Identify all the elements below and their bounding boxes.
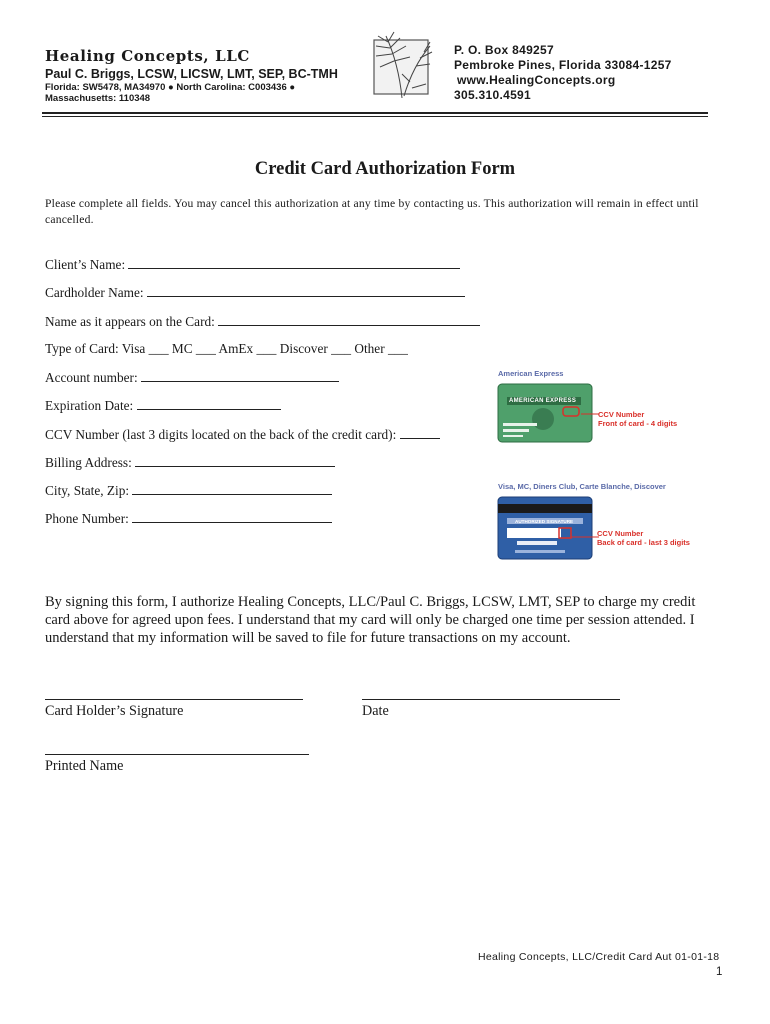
authorization-statement: By signing this form, I authorize Healing Concepts, LLC/Paul C. Briggs, LCSW, LMT, SEP to charge my credit card above for agreed upon fees. I understand that my card will only be charged one time per session attended. I understand that my information will be saved to file for future transactions on my account. [45,594,696,646]
po-box: P. O. Box 849257 [454,43,554,57]
card-type-field[interactable]: Type of Card: Visa ___ MC ___ AmEx ___ Discover ___ Other ___ [45,341,408,356]
visa-card-strip-label: AUTHORIZED SIGNATURE [515,519,574,524]
page-number: 1 [716,966,723,978]
name-on-card-field [45,313,480,330]
phone-number: 305.310.4591 [454,88,532,102]
billing-address-field [45,454,335,471]
amex-ccv-line2: Front of card - 4 digits [598,419,678,428]
client-name-input[interactable] [128,256,460,269]
address-city: Pembroke Pines, Florida 33084-1257 [454,58,672,72]
account-number-input[interactable] [141,369,339,382]
license-line-2: Massachusetts: 110348 [45,93,151,104]
website-link[interactable]: www.HealingConcepts.org [457,73,616,87]
practitioner-credentials: Paul C. Briggs, LCSW, LICSW, LMT, SEP, BC-TMH [45,67,338,81]
printed-name-line[interactable] [45,754,309,755]
printed-name-label: Printed Name [45,758,124,774]
amex-heading: American Express [498,369,564,378]
phone-number-input[interactable] [132,510,332,523]
header-divider-thin [42,116,708,117]
expiration-date-field [45,397,281,414]
name-on-card-label: Name as it appears on the Card: [45,314,215,329]
billing-address-label: Billing Address: [45,455,132,470]
account-number-field [45,369,339,386]
cardholder-name-label: Cardholder Name: [45,285,144,300]
company-name: Healing Concepts, LLC [45,47,250,65]
city-state-zip-label: City, State, Zip: [45,483,130,498]
name-on-card-input[interactable] [218,313,480,326]
expiration-date-input[interactable] [137,397,281,410]
cardholder-name-input[interactable] [147,284,465,297]
account-number-label: Account number: [45,370,138,385]
phone-number-label: Phone Number: [45,511,129,526]
visa-ccv-note [597,529,690,547]
city-state-zip-input[interactable] [132,482,332,495]
signature-line[interactable] [45,699,303,700]
visa-ccv-pointer [571,533,599,541]
leaf-square-logo-icon [366,28,438,102]
ccv-number-label: CCV Number (last 3 digits located on the back of the credit card): [45,427,397,442]
amex-card-brand: AMERICAN EXPRESS [509,398,577,404]
phone-number-field [45,510,332,527]
date-label: Date [362,703,389,719]
form-intro: Please complete all fields. You may cancel this authorization at any time by contacting us. This authorization will remain in effect until cancelled. [45,197,699,226]
visa-ccv-line1: CCV Number [597,529,644,538]
city-state-zip-field [45,482,332,499]
footer-text: Healing Concepts, LLC/Credit Card Aut 01-01-18 [478,951,720,963]
visa-back-card-image [497,496,593,560]
amex-card-image [497,383,593,443]
ccv-number-input[interactable] [400,426,440,439]
amex-ccv-note [598,410,677,428]
amex-ccv-line1: CCV Number [598,410,645,419]
date-line[interactable] [362,699,620,700]
form-title: Credit Card Authorization Form [254,159,516,179]
cardholder-name-field [45,284,465,301]
client-name-field [45,256,460,273]
visa-ccv-line2: Back of card - last 3 digits [597,538,690,547]
signature-label: Card Holder’s Signature [45,703,184,719]
license-line-1: Florida: SW5478, MA34970 ● North Carolina: C003436 ● [45,82,296,93]
expiration-date-label: Expiration Date: [45,398,134,413]
ccv-number-field [45,426,440,443]
other-cards-heading: Visa, MC, Diners Club, Carte Blanche, Discover [498,482,666,491]
header-divider-thick [42,112,708,114]
billing-address-input[interactable] [135,454,335,467]
amex-ccv-pointer [581,410,599,418]
client-name-label: Client’s Name: [45,257,126,272]
